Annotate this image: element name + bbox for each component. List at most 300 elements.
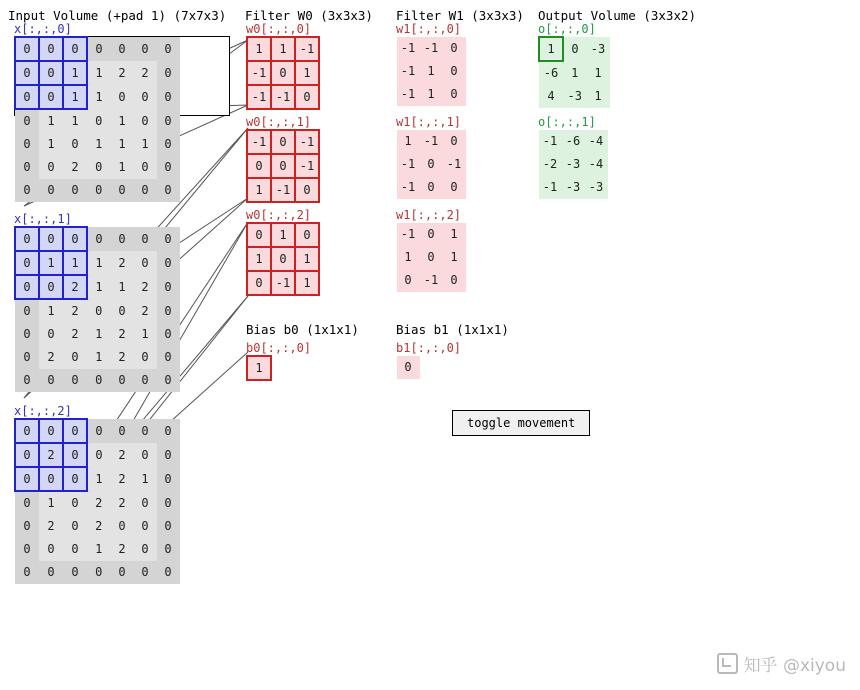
grid-cell: 1 xyxy=(87,251,111,275)
grid-cell: 0 xyxy=(15,369,39,392)
grid-cell: 0 xyxy=(157,179,180,202)
watermark-logo-icon xyxy=(717,653,738,674)
grid-cell: 2 xyxy=(39,443,63,467)
grid-cell: 0 xyxy=(443,130,466,153)
grid-row xyxy=(15,491,180,515)
grid-cell: 0 xyxy=(134,109,157,133)
grid-cell: 2 xyxy=(63,156,87,179)
grid-cell: 1 xyxy=(247,37,271,61)
grid-cell: -1 xyxy=(539,130,562,153)
grid-cell: 0 xyxy=(420,246,443,269)
grid-cell: 0 xyxy=(111,85,134,109)
grid-cell: 0 xyxy=(63,515,87,538)
grid-cell: 1 xyxy=(87,61,111,85)
grid-cell: -4 xyxy=(585,130,608,153)
grid-cell: -1 xyxy=(271,178,295,202)
grid-cell: 0 xyxy=(87,109,111,133)
grid-row xyxy=(15,109,180,133)
grid-cell: 0 xyxy=(15,491,39,515)
grid-cell: 1 xyxy=(247,178,271,202)
grid-cell: -1 xyxy=(397,60,420,83)
w1-slice-1-grid xyxy=(396,129,466,199)
grid-cell: 1 xyxy=(247,356,271,380)
grid-cell: 1 xyxy=(63,251,87,275)
grid-cell: 0 xyxy=(111,299,134,323)
grid-cell: 0 xyxy=(134,37,157,61)
bias0-label: b0[:,:,0] xyxy=(246,341,312,355)
w0-slice-0-grid xyxy=(246,36,320,110)
grid-cell: 1 xyxy=(111,156,134,179)
grid-cell: 0 xyxy=(87,37,111,61)
grid-cell: 0 xyxy=(15,515,39,538)
input-column-title: Input Volume (+pad 1) (7x7x3) xyxy=(8,8,227,23)
grid-cell: 0 xyxy=(39,61,63,85)
input-slice-1-label: x[:,:,1] xyxy=(14,212,72,226)
grid-cell: 0 xyxy=(157,491,180,515)
grid-cell: 1 xyxy=(563,61,587,85)
grid-cell: 0 xyxy=(111,369,134,392)
grid-cell: 2 xyxy=(111,467,134,491)
grid-cell: 1 xyxy=(87,346,111,369)
grid-cell: -3 xyxy=(585,176,608,199)
grid-cell: 0 xyxy=(157,133,180,156)
grid-row xyxy=(15,133,180,156)
grid-cell: 0 xyxy=(157,369,180,392)
grid-cell: -2 xyxy=(539,153,562,176)
grid-cell: 1 xyxy=(87,275,111,299)
grid-row xyxy=(397,37,466,60)
grid-cell: 0 xyxy=(63,419,87,443)
grid-row xyxy=(397,356,420,379)
grid-cell: 0 xyxy=(39,85,63,109)
grid-cell: 0 xyxy=(271,61,295,85)
input-slice-0-label: x[:,:,0] xyxy=(14,22,72,36)
grid-cell: 2 xyxy=(134,61,157,85)
output-column-title: Output Volume (3x3x2) xyxy=(538,8,697,23)
grid-cell: 0 xyxy=(157,61,180,85)
grid-row xyxy=(397,83,466,106)
grid-cell: -1 xyxy=(420,269,443,292)
w1-slice-2-grid xyxy=(396,222,466,292)
grid-row xyxy=(397,153,466,176)
filter-w0-column-title: Filter W0 (3x3x3) xyxy=(245,8,373,23)
grid-cell: 0 xyxy=(157,227,180,251)
grid-cell: -4 xyxy=(585,153,608,176)
grid-row xyxy=(15,61,180,85)
grid-cell: 1 xyxy=(39,491,63,515)
grid-cell: 0 xyxy=(15,467,39,491)
grid-cell: 2 xyxy=(39,515,63,538)
grid-cell: 1 xyxy=(271,37,295,61)
grid-cell: -3 xyxy=(563,85,587,108)
grid-cell: -1 xyxy=(420,130,443,153)
grid-row xyxy=(397,176,466,199)
grid-cell: 0 xyxy=(111,179,134,202)
grid-cell: 0 xyxy=(39,179,63,202)
input-slice-0-grid xyxy=(14,36,180,202)
grid-cell: 0 xyxy=(247,154,271,178)
grid-cell: 1 xyxy=(87,323,111,346)
grid-cell: 2 xyxy=(111,443,134,467)
grid-cell: 0 xyxy=(15,299,39,323)
grid-cell: 0 xyxy=(157,156,180,179)
grid-cell: 1 xyxy=(443,223,466,246)
grid-cell: 2 xyxy=(111,61,134,85)
grid-cell: 0 xyxy=(15,85,39,109)
grid-cell: 0 xyxy=(420,153,443,176)
grid-cell: 0 xyxy=(39,467,63,491)
grid-cell: -1 xyxy=(420,37,443,60)
grid-cell: 0 xyxy=(111,227,134,251)
w1-slice-2-label: w1[:,:,2] xyxy=(396,208,462,222)
grid-cell: 0 xyxy=(271,130,295,154)
grid-row xyxy=(397,130,466,153)
grid-cell: -1 xyxy=(247,61,271,85)
grid-cell: 1 xyxy=(87,467,111,491)
grid-cell: -1 xyxy=(247,130,271,154)
grid-cell: 0 xyxy=(87,179,111,202)
grid-cell: 0 xyxy=(39,37,63,61)
grid-cell: 1 xyxy=(587,85,610,108)
input-slice-2-label: x[:,:,2] xyxy=(14,404,72,418)
grid-cell: 0 xyxy=(39,323,63,346)
grid-cell: 0 xyxy=(157,346,180,369)
grid-row xyxy=(247,178,319,202)
grid-row xyxy=(15,299,180,323)
grid-cell: 0 xyxy=(39,275,63,299)
grid-cell: 2 xyxy=(111,251,134,275)
grid-cell: 0 xyxy=(63,179,87,202)
grid-cell: -1 xyxy=(295,130,319,154)
grid-row xyxy=(539,85,610,108)
grid-cell: 0 xyxy=(63,443,87,467)
grid-cell: 0 xyxy=(157,251,180,275)
grid-cell: -1 xyxy=(397,176,420,199)
output-slice-0-label: o[:,:,0] xyxy=(538,22,596,36)
grid-cell: 0 xyxy=(15,443,39,467)
grid-cell: -1 xyxy=(443,153,466,176)
grid-row xyxy=(15,419,180,443)
grid-cell: 0 xyxy=(397,269,420,292)
grid-row xyxy=(15,85,180,109)
grid-cell: 0 xyxy=(420,176,443,199)
grid-cell: 0 xyxy=(134,179,157,202)
grid-cell: 0 xyxy=(563,37,587,61)
grid-cell: 0 xyxy=(271,154,295,178)
grid-cell: 1 xyxy=(111,109,134,133)
grid-cell: 0 xyxy=(15,37,39,61)
grid-cell: 2 xyxy=(134,299,157,323)
grid-row xyxy=(247,130,319,154)
grid-cell: 0 xyxy=(87,369,111,392)
grid-row xyxy=(15,346,180,369)
grid-cell: 1 xyxy=(420,60,443,83)
grid-cell: -6 xyxy=(539,61,563,85)
grid-cell: 1 xyxy=(420,83,443,106)
grid-cell: 2 xyxy=(63,299,87,323)
grid-cell: 0 xyxy=(63,491,87,515)
grid-cell: 2 xyxy=(87,491,111,515)
output-slice-1-grid xyxy=(538,129,608,199)
grid-cell: 0 xyxy=(63,37,87,61)
grid-cell: 1 xyxy=(134,133,157,156)
grid-cell: -1 xyxy=(539,176,562,199)
grid-cell: 0 xyxy=(271,247,295,271)
grid-cell: 0 xyxy=(134,85,157,109)
bias1-grid xyxy=(396,355,420,379)
grid-cell: 0 xyxy=(39,369,63,392)
grid-cell: 0 xyxy=(134,538,157,561)
grid-row xyxy=(15,323,180,346)
grid-cell: 0 xyxy=(397,356,420,379)
grid-cell: 1 xyxy=(63,109,87,133)
filter-w1-column-title: Filter W1 (3x3x3) xyxy=(396,8,524,23)
bias0-title: Bias b0 (1x1x1) xyxy=(246,322,359,337)
grid-cell: 1 xyxy=(63,61,87,85)
grid-cell: 0 xyxy=(15,275,39,299)
w0-slice-2-label: w0[:,:,2] xyxy=(246,208,312,222)
grid-cell: 0 xyxy=(157,299,180,323)
grid-row xyxy=(539,176,608,199)
w0-slice-1-grid xyxy=(246,129,320,203)
grid-cell: -1 xyxy=(271,85,295,109)
grid-cell: 0 xyxy=(87,443,111,467)
toggle-movement-button[interactable]: toggle movement xyxy=(452,410,590,436)
grid-cell: 0 xyxy=(87,561,111,584)
watermark xyxy=(717,651,846,676)
grid-cell: 0 xyxy=(87,419,111,443)
grid-cell: -6 xyxy=(562,130,585,153)
watermark-text: 知乎 @xiyou xyxy=(743,656,846,676)
grid-cell: 0 xyxy=(39,561,63,584)
grid-cell: 0 xyxy=(15,561,39,584)
grid-cell: 2 xyxy=(111,346,134,369)
grid-cell: 0 xyxy=(134,346,157,369)
grid-cell: 2 xyxy=(111,323,134,346)
grid-cell: 1 xyxy=(295,271,319,295)
grid-row xyxy=(15,369,180,392)
grid-cell: 0 xyxy=(157,467,180,491)
grid-cell: 1 xyxy=(111,133,134,156)
grid-cell: 1 xyxy=(397,246,420,269)
grid-cell: 0 xyxy=(134,251,157,275)
grid-cell: 0 xyxy=(15,251,39,275)
grid-row xyxy=(247,37,319,61)
grid-cell: 0 xyxy=(15,61,39,85)
grid-cell: 0 xyxy=(157,109,180,133)
grid-cell: 1 xyxy=(87,538,111,561)
grid-cell: 0 xyxy=(443,176,466,199)
grid-cell: 0 xyxy=(134,515,157,538)
grid-cell: 1 xyxy=(587,61,610,85)
grid-cell: 0 xyxy=(134,227,157,251)
grid-cell: 0 xyxy=(443,269,466,292)
input-slice-2-grid xyxy=(14,418,180,584)
grid-cell: 1 xyxy=(87,85,111,109)
grid-cell: 0 xyxy=(63,346,87,369)
grid-cell: -1 xyxy=(247,85,271,109)
grid-cell: 2 xyxy=(63,323,87,346)
grid-row xyxy=(397,269,466,292)
grid-cell: 0 xyxy=(63,133,87,156)
grid-cell: 0 xyxy=(15,179,39,202)
grid-cell: 2 xyxy=(134,275,157,299)
grid-cell: 1 xyxy=(134,323,157,346)
grid-row xyxy=(247,356,271,380)
grid-row xyxy=(15,156,180,179)
grid-cell: 0 xyxy=(295,178,319,202)
grid-cell: -1 xyxy=(397,37,420,60)
grid-cell: 0 xyxy=(39,156,63,179)
grid-cell: 2 xyxy=(111,538,134,561)
grid-cell: 0 xyxy=(157,515,180,538)
grid-cell: 0 xyxy=(87,299,111,323)
grid-cell: 0 xyxy=(15,323,39,346)
grid-row xyxy=(15,179,180,202)
grid-cell: 0 xyxy=(134,156,157,179)
grid-row xyxy=(247,61,319,85)
output-slice-0-grid xyxy=(538,36,610,108)
grid-cell: 1 xyxy=(539,37,563,61)
bias0-grid xyxy=(246,355,272,381)
grid-cell: 0 xyxy=(157,275,180,299)
grid-cell: 0 xyxy=(157,37,180,61)
grid-cell: 2 xyxy=(63,275,87,299)
w1-slice-1-label: w1[:,:,1] xyxy=(396,115,462,129)
grid-row xyxy=(247,247,319,271)
grid-cell: 0 xyxy=(420,223,443,246)
grid-cell: 0 xyxy=(295,223,319,247)
grid-cell: 0 xyxy=(39,419,63,443)
grid-cell: -1 xyxy=(397,223,420,246)
grid-cell: 1 xyxy=(63,85,87,109)
grid-cell: 0 xyxy=(247,271,271,295)
w0-slice-2-grid xyxy=(246,222,320,296)
grid-row xyxy=(397,223,466,246)
grid-cell: 0 xyxy=(15,538,39,561)
grid-cell: 0 xyxy=(111,419,134,443)
grid-cell: 0 xyxy=(15,227,39,251)
grid-cell: -1 xyxy=(397,153,420,176)
w0-slice-1-label: w0[:,:,1] xyxy=(246,115,312,129)
grid-cell: 0 xyxy=(443,83,466,106)
grid-cell: 1 xyxy=(295,247,319,271)
grid-cell: 0 xyxy=(157,538,180,561)
grid-cell: 1 xyxy=(295,61,319,85)
grid-row xyxy=(15,538,180,561)
grid-row xyxy=(15,443,180,467)
grid-cell: -3 xyxy=(587,37,610,61)
grid-cell: 0 xyxy=(111,37,134,61)
grid-cell: 1 xyxy=(111,275,134,299)
grid-cell: 0 xyxy=(63,227,87,251)
grid-cell: 0 xyxy=(111,561,134,584)
grid-cell: 0 xyxy=(247,223,271,247)
grid-cell: 0 xyxy=(15,156,39,179)
grid-cell: 1 xyxy=(39,133,63,156)
grid-row xyxy=(15,251,180,275)
grid-row xyxy=(397,60,466,83)
grid-row xyxy=(539,61,610,85)
grid-row xyxy=(539,153,608,176)
grid-cell: 0 xyxy=(157,561,180,584)
grid-cell: 0 xyxy=(157,85,180,109)
w1-slice-0-grid xyxy=(396,36,466,106)
grid-cell: 1 xyxy=(397,130,420,153)
grid-cell: 1 xyxy=(39,299,63,323)
grid-cell: 2 xyxy=(39,346,63,369)
bias1-label: b1[:,:,0] xyxy=(396,341,462,355)
grid-row xyxy=(15,467,180,491)
grid-cell: 0 xyxy=(15,419,39,443)
grid-row xyxy=(539,130,608,153)
grid-cell: 0 xyxy=(63,369,87,392)
grid-cell: 0 xyxy=(63,538,87,561)
grid-row xyxy=(539,37,610,61)
grid-cell: 0 xyxy=(157,419,180,443)
grid-cell: 2 xyxy=(111,491,134,515)
grid-row xyxy=(397,246,466,269)
grid-row xyxy=(247,154,319,178)
grid-row xyxy=(247,223,319,247)
grid-row xyxy=(247,271,319,295)
grid-cell: 0 xyxy=(134,491,157,515)
grid-cell: 0 xyxy=(157,323,180,346)
grid-cell: 0 xyxy=(134,369,157,392)
output-slice-1-label: o[:,:,1] xyxy=(538,115,596,129)
grid-cell: 0 xyxy=(87,156,111,179)
grid-cell: -1 xyxy=(295,37,319,61)
grid-cell: 0 xyxy=(15,346,39,369)
grid-row xyxy=(15,275,180,299)
grid-cell: -1 xyxy=(397,83,420,106)
grid-cell: 0 xyxy=(295,85,319,109)
grid-cell: 0 xyxy=(443,37,466,60)
grid-cell: -3 xyxy=(562,153,585,176)
w0-slice-0-label: w0[:,:,0] xyxy=(246,22,312,36)
grid-cell: 0 xyxy=(39,538,63,561)
grid-cell: 0 xyxy=(111,515,134,538)
grid-cell: 0 xyxy=(63,467,87,491)
grid-cell: 2 xyxy=(87,515,111,538)
grid-cell: 1 xyxy=(39,109,63,133)
grid-cell: 0 xyxy=(443,60,466,83)
grid-cell: 1 xyxy=(87,133,111,156)
grid-row xyxy=(15,561,180,584)
bias1-title: Bias b1 (1x1x1) xyxy=(396,322,509,337)
grid-cell: 0 xyxy=(63,561,87,584)
grid-cell: 0 xyxy=(157,443,180,467)
grid-cell: 0 xyxy=(134,443,157,467)
w1-slice-0-label: w1[:,:,0] xyxy=(396,22,462,36)
grid-cell: 4 xyxy=(539,85,563,108)
grid-cell: 0 xyxy=(15,109,39,133)
grid-cell: 1 xyxy=(134,467,157,491)
grid-cell: 0 xyxy=(87,227,111,251)
grid-row xyxy=(15,227,180,251)
grid-cell: 1 xyxy=(271,223,295,247)
grid-row xyxy=(15,37,180,61)
grid-cell: 0 xyxy=(134,561,157,584)
grid-cell: 0 xyxy=(15,133,39,156)
grid-cell: -1 xyxy=(271,271,295,295)
grid-row xyxy=(15,515,180,538)
grid-cell: 0 xyxy=(134,419,157,443)
grid-cell: -1 xyxy=(295,154,319,178)
grid-cell: 1 xyxy=(247,247,271,271)
grid-cell: 1 xyxy=(39,251,63,275)
grid-cell: -3 xyxy=(562,176,585,199)
